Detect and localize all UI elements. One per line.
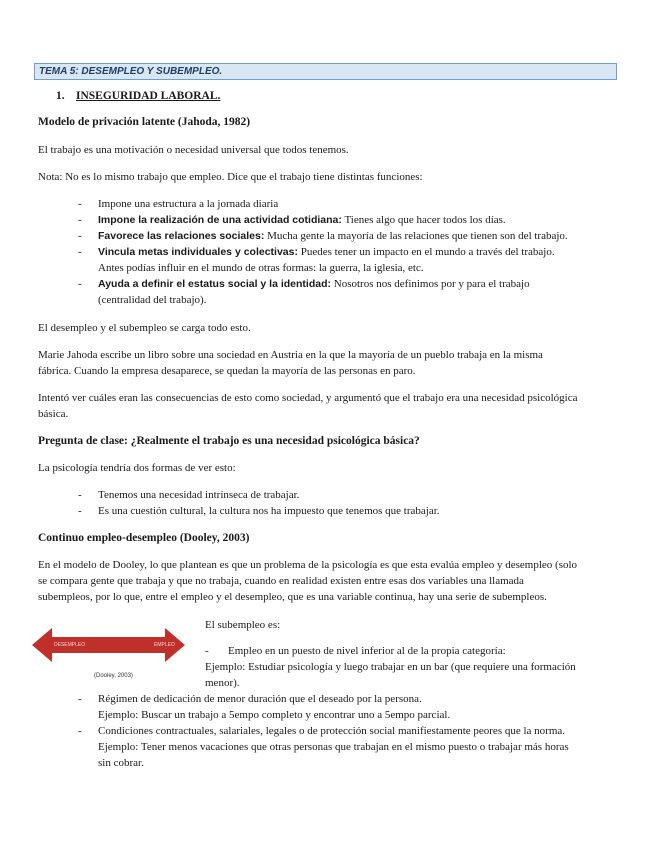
example-line: Ejemplo: Estudiar psicología y luego trabajar en un bar (que requiere una formación (205, 661, 576, 673)
list-bullet: - (205, 645, 209, 657)
figure-caption: (Dooley, 2003) (94, 673, 133, 679)
list-item: Régimen de dedicación de menor duración que el deseado por la persona. (98, 693, 422, 705)
list-bullet: - (78, 246, 82, 258)
list-item: Empleo en un puesto de nivel inferior al de la propia categoría: (228, 645, 506, 657)
heading-jahoda: Modelo de privación latente (Jahoda, 1982) (38, 116, 251, 128)
example-line: Ejemplo: Tener menos vacaciones que otras personas que trabajan en el mismo puesto o trabajar más horas (98, 741, 569, 753)
function-title: Vincula metas individuales y colectivas: (98, 246, 298, 258)
list-item: Es una cuestión cultural, la cultura nos ha impuesto que tenemos que trabajar. (98, 505, 440, 517)
function-continuation: (centralidad del trabajo). (98, 294, 207, 306)
continuum-figure (32, 628, 185, 662)
paragraph-trabajo: El trabajo es una motivación o necesidad universal que todos tenemos. (38, 144, 349, 156)
function-title: Impone la realización de una actividad cotidiana: (98, 214, 342, 226)
arrow-right-label: EMPLEO (154, 642, 175, 648)
function-title: Favorece las relaciones sociales: (98, 230, 265, 242)
paragraph-marie-line: Marie Jahoda escribe un libro sobre una sociedad en Austria en la que la mayoría de un pueblo trabaja en la misma (38, 349, 543, 361)
arrow-left-label: DESEMPLEO (54, 642, 86, 648)
paragraph-dooley-line: se compara gente que trabaja y que no trabaja, cuando en realidad existen entre esas dos variables una llamada (38, 575, 524, 587)
function-text: Impone una estructura a la jornada diaria (98, 198, 279, 210)
function-text: Puedes tener un impacto en el mundo a través del trabajo. (297, 246, 555, 258)
paragraph-intento-line: básica. (38, 408, 69, 420)
list-item (98, 212, 618, 228)
function-text: Tienes algo que hacer todos los días. (341, 214, 506, 226)
paragraph-dooley-line: subempleos, por lo que, entre el empleo y el desempleo, que es una variable continua, hay una serie de subempleos. (38, 591, 547, 603)
paragraph-intento-line: Intentó ver cuáles eran las consecuencias de esto como sociedad, y argumentó que el trabajo era una necesidad psicológica (38, 392, 578, 404)
paragraph-subempleo: El subempleo es: (205, 619, 281, 631)
list-bullet: - (78, 489, 82, 501)
example-line: sin cobrar. (98, 757, 144, 769)
heading-dooley: Continuo empleo-desempleo (Dooley, 2003) (38, 532, 250, 544)
function-title: Ayuda a definir el estatus social y la identidad: (98, 278, 332, 290)
example-line: menor). (205, 677, 240, 689)
paragraph-desempleo: El desempleo y el subempleo se carga todo esto. (38, 322, 251, 334)
section-number: 1. (56, 90, 65, 102)
paragraph-dooley-line: En el modelo de Dooley, lo que plantean es que un problema de la psicología es que esta evalúa empleo y desempleo (solo (38, 559, 578, 571)
section-heading (56, 88, 220, 104)
list-bullet: - (78, 198, 82, 210)
list-bullet: - (78, 505, 82, 517)
list-bullet: - (78, 278, 82, 290)
function-continuation: Antes podías influir en el mundo de otras formas: la guerra, la iglesia, etc. (98, 262, 424, 274)
list-bullet: - (78, 725, 82, 737)
list-item: Condiciones contractuales, salariales, legales o de protección social manifiestamente peores que la norma. (98, 725, 566, 737)
paragraph-marie-line: fábrica. Cuando la empresa desaparece, se quedan la mayoría de las personas en paro. (38, 365, 416, 377)
list-bullet: - (78, 230, 82, 242)
list-item: Tenemos una necesidad intrínseca de trabajar. (98, 489, 300, 501)
list-item (98, 196, 618, 212)
list-item (98, 276, 618, 292)
list-bullet: - (78, 214, 82, 226)
function-text: Mucha gente la mayoría de las relaciones que tienen son del trabajo. (264, 230, 568, 242)
heading-pregunta: Pregunta de clase: ¿Realmente el trabajo es una necesidad psicológica básica? (38, 435, 420, 447)
list-item (98, 244, 618, 260)
list-bullet: - (78, 693, 82, 705)
example-line: Ejemplo: Buscar un trabajo a 5empo completo y encontrar uno a 5empo parcial. (98, 709, 451, 721)
paragraph-psicologia: La psicología tendría dos formas de ver esto: (38, 462, 236, 474)
list-item (98, 228, 618, 244)
topic-banner: TEMA 5: DESEMPLEO Y SUBEMPLEO. (34, 63, 617, 80)
section-title: INSEGURIDAD LABORAL. (76, 90, 221, 102)
paragraph-nota: Nota: No es lo mismo trabajo que empleo. Dice que el trabajo tiene distintas funciones: (38, 171, 423, 183)
function-text: Nosotros nos definimos por y para el trabajo (331, 278, 530, 290)
